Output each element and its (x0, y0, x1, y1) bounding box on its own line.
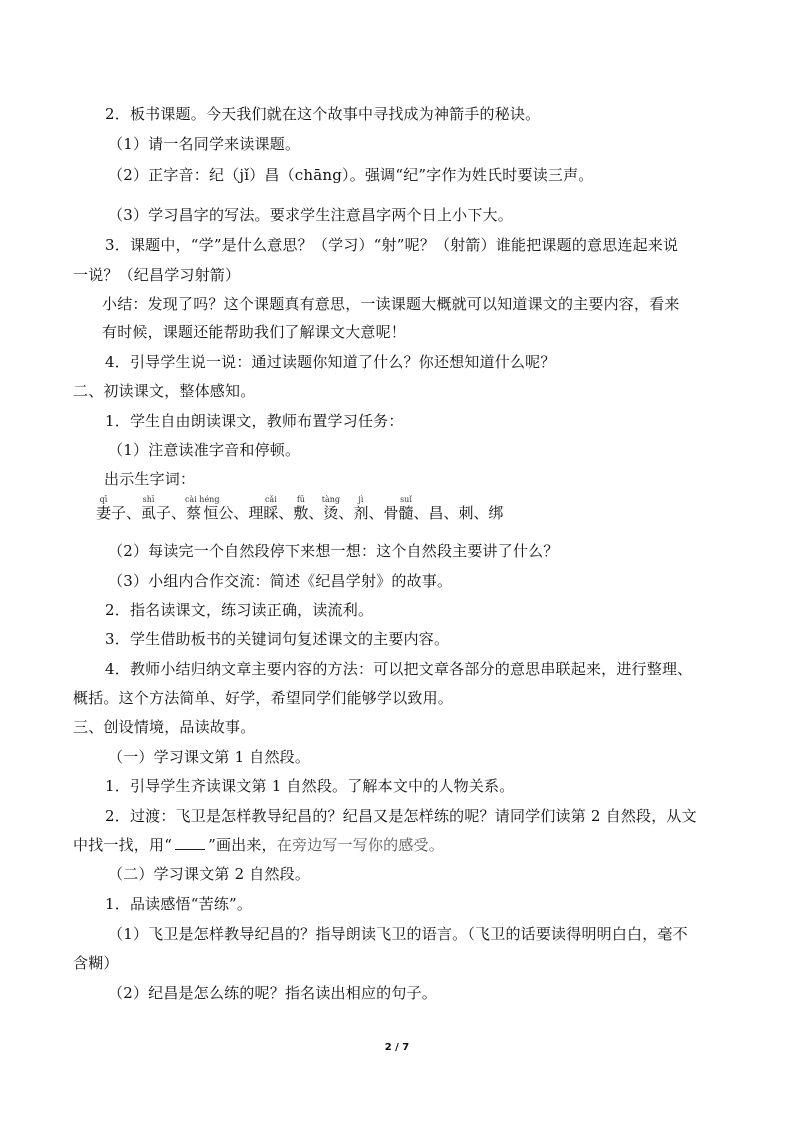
text-line: （2）每读完一个自然段停下来想一想：这个自然段主要讲了什么？ (108, 542, 559, 560)
text-line: 一说？（纪昌学习射箭） (73, 266, 241, 284)
section-heading: 二、初读课文，整体感知。 (73, 382, 256, 400)
text-line: （1）注意读准字音和停顿。 (108, 441, 301, 459)
text-line: 2．过渡：飞卫是怎样教导纪昌的？纪昌又是怎样练的呢？请同学们读第 2 自然段，从文 (105, 807, 697, 825)
text-line: 中找一找，用“ ”画出来，在旁边写一写你的感受。 (73, 836, 444, 854)
text-line: （3）小组内合作交流：简述《纪昌学射》的故事。 (108, 572, 453, 590)
text-line: 3．课题中，“学”是什么意思？（学习）“射”呢？（射箭）谁能把课题的意思连起来说 (105, 236, 679, 254)
section-heading: 三、创设情境，品读故事。 (73, 718, 256, 736)
vocab-word: 髓suǐ (398, 495, 414, 522)
text-line: （1）飞卫是怎样教导纪昌的？指导朗读飞卫的语言。（飞卫的话要读得明明白白，毫不 (108, 925, 688, 943)
text-line: 4．教师小结归纳文章主要内容的方法：可以把文章各部分的意思串联起来，进行整理、 (105, 660, 693, 678)
vocab-word: 妻qī (96, 495, 112, 522)
text-line: （1）请一名同学来读课题。 (108, 135, 301, 153)
vocab-word: 剂jì (353, 495, 369, 522)
text-line: 3．学生借助板书的关键词句复述课文的主要内容。 (105, 630, 450, 648)
underline-blank (175, 839, 205, 850)
text-line: 出示生字词： (104, 470, 196, 488)
text-line: （2）纪昌是怎么练的呢？指名读出相应的句子。 (108, 984, 437, 1002)
text-line: 2．指名读课文，练习读正确，读流利。 (105, 601, 374, 619)
text-line: 2．板书课题。今天我们就在这个故事中寻找成为神箭手的秘诀。 (105, 105, 541, 123)
vocab-word: 烫tàng (321, 495, 341, 522)
text-line: 小结：发现了吗？这个课题真有意思，一读课题大概就可以知道课文的主要内容，看来 (102, 295, 680, 313)
text-line: 1．学生自由朗读课文，教师布置学习任务： (105, 412, 404, 430)
vocab-word: 虱shī (141, 495, 157, 522)
vocab-word: 蔡恒cài héng (184, 495, 220, 522)
text-line: 含糊） (73, 954, 119, 972)
text-line: 1．引导学生齐读课文第 1 自然段。了解本文中的人物关系。 (105, 777, 515, 795)
text-line: （3）学习昌字的写法。要求学生注意昌字两个日上小下大。 (108, 206, 513, 224)
page-number: 2 / 7 (384, 1042, 410, 1053)
text-line: 4．引导学生说一说：通过读题你知道了什么？你还想知道什么呢？ (105, 353, 556, 371)
subsection-heading: （二）学习课文第 2 自然段。 (108, 865, 311, 883)
text-line: （2）正字音：纪（jǐ）昌（chāng）。强调“纪”字作为姓氏时要读三声。 (108, 166, 594, 184)
text-line: 概括。这个方法简单、好学，希望同学们能够学以致用。 (73, 689, 454, 707)
text-line: 1．品读感悟“苦练”。 (105, 895, 253, 913)
text-line: 有时候，课题还能帮助我们了解课文大意呢！ (102, 323, 407, 341)
subsection-heading: （一）学习课文第 1 自然段。 (108, 748, 311, 766)
vocab-word: 敷fū (293, 495, 309, 522)
vocab-list: 妻qī子、虱shī子、蔡恒cài héng公、理睬cǎi、敷fū、烫tàng、剂jì、骨髓suǐ、昌、刺、绑 (96, 495, 504, 522)
vocab-word: 睬cǎi (263, 495, 279, 522)
